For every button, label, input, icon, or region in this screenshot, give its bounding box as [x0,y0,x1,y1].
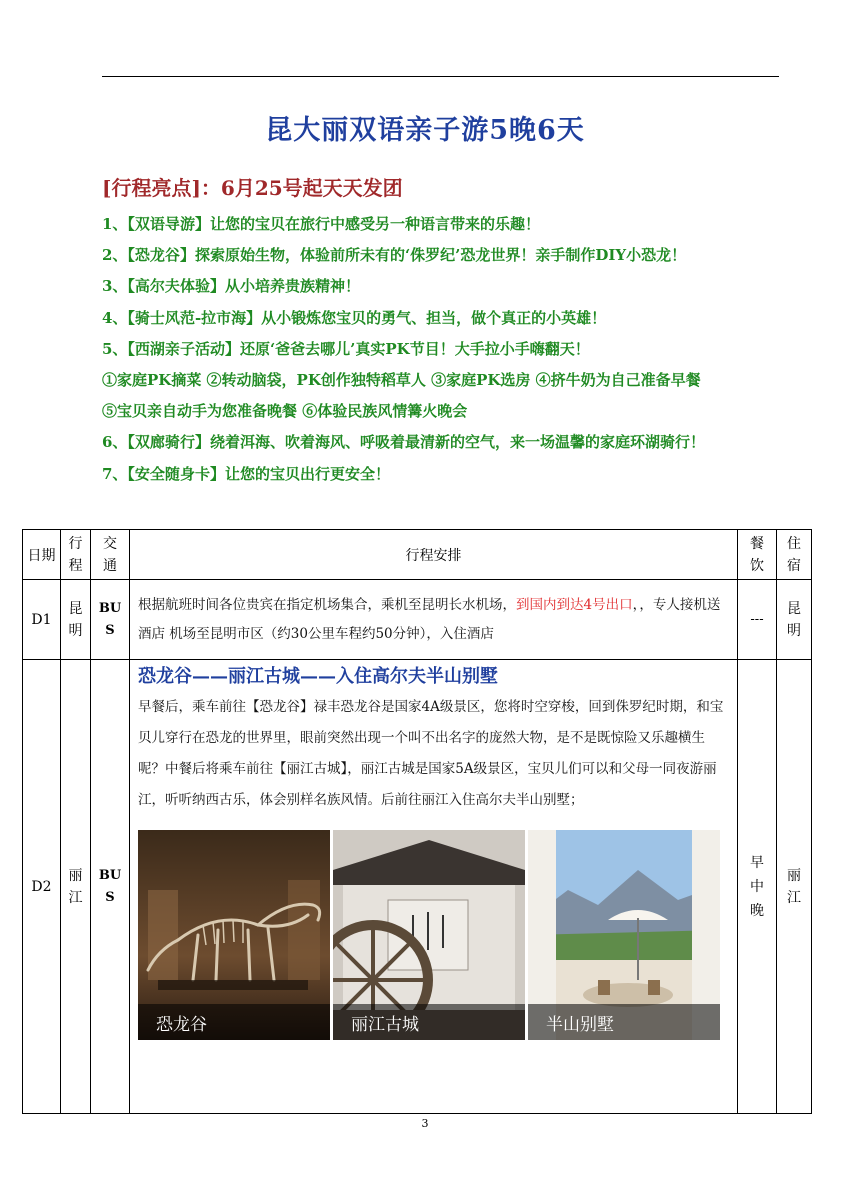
table-row [23,660,812,1114]
route-cell: 昆明 [61,580,91,660]
header-day: 日期 [23,530,61,580]
header-route: 行程 [61,530,91,580]
header-plan: 行程安排 [130,530,738,580]
photo-strip [130,816,737,1040]
plan-text: 根据航班时间各位贵宾在指定机场集合，乘机至昆明长水机场，到国内到达4号出口，，专人接机送酒店 机场至昆明市区（约30公里车程约50分钟），入住酒店 [138,596,721,642]
highlights-heading: [行程亮点]：6月25号起天天发团 [102,176,403,200]
plan-cell [130,580,738,660]
header-meals: 餐饮 [738,530,777,580]
highlights-list [102,212,802,493]
highlight-item: 7、【安全随身卡】让您的宝贝出行更安全！ [102,464,390,483]
plan-cell [130,660,738,1114]
meals-cell: --- [738,580,777,660]
page-number: 3 [421,1117,429,1130]
dinosaur-valley-photo: 恐龙谷 [138,830,330,1040]
lijiang-old-town-photo: 丽江古城 [333,830,525,1040]
day-cell: D1 [23,580,61,660]
highlight-item: 4、【骑士风范-拉市海】从小锻炼您宝贝的勇气、担当，做个真正的小英雄！ [102,308,607,327]
transport-cell: BU S [91,660,130,1114]
highlight-item: 3、【高尔夫体验】从小培养贵族精神！ [102,277,360,296]
table-header-row [23,530,812,580]
highlight-subitem: ⑤宝贝亲自动手为您准备晚餐 ⑥体验民族风情篝火晚会 [102,402,468,421]
highlight-item: 2、【恐龙谷】探索原始生物，体验前所未有的‘侏罗纪’恐龙世界！亲手制作DIY小恐龙！ [102,246,687,265]
header-transport: 交通 [91,530,130,580]
route-cell: 丽江 [61,660,91,1114]
meals-cell: 早中晚 [738,660,777,1114]
arrival-exit-note: 到国内到达4号出口 [516,596,633,613]
highlight-item: 5、【西湖亲子活动】还原‘爸爸去哪儿’真实PK节目！大手拉小手嗨翻天！ [102,339,590,358]
day-description: 早餐后，乘车前往【恐龙谷】禄丰恐龙谷是国家4A级景区，您将时空穿梭，回到侏罗纪时期，和宝贝儿穿行在恐龙的世界里，眼前突然出现一个叫不出名字的庞然大物，是不是既惊险又乐趣横生呢？中餐后将乘车前往【丽江古城】，丽江古城是国家5A级景区，宝贝儿们可以和父母一同夜游丽江，听听纳西古乐，体会别样名族风情。后前往丽江入住高尔夫半山别墅； [138,699,724,808]
header-stay: 住宿 [777,530,812,580]
header-rule [102,76,779,77]
day-cell: D2 [23,660,61,1114]
highlight-item: 6、【双廊骑行】绕着洱海、吹着海风、呼吸着最清新的空气，来一场温馨的家庭环湖骑行！ [102,433,705,452]
hillside-villa-photo: 半山别墅 [528,830,720,1040]
itinerary-table [22,529,812,1114]
table-row [23,580,812,660]
page-title: 昆大丽双语亲子游5晚6天 [265,115,585,146]
highlight-item: 1、【双语导游】让您的宝贝在旅行中感受另一种语言带来的乐趣！ [102,215,540,233]
day-heading: 恐龙谷——丽江古城——入住高尔夫半山别墅 [138,666,498,687]
stay-cell: 昆明 [777,580,812,660]
stay-cell: 丽江 [777,660,812,1114]
transport-cell: BU S [91,580,130,660]
highlight-subitem: ①家庭PK摘菜 ②转动脑袋，PK创作独特稻草人 ③家庭PK选房 ④挤牛奶为自己准备早餐 [102,370,701,389]
